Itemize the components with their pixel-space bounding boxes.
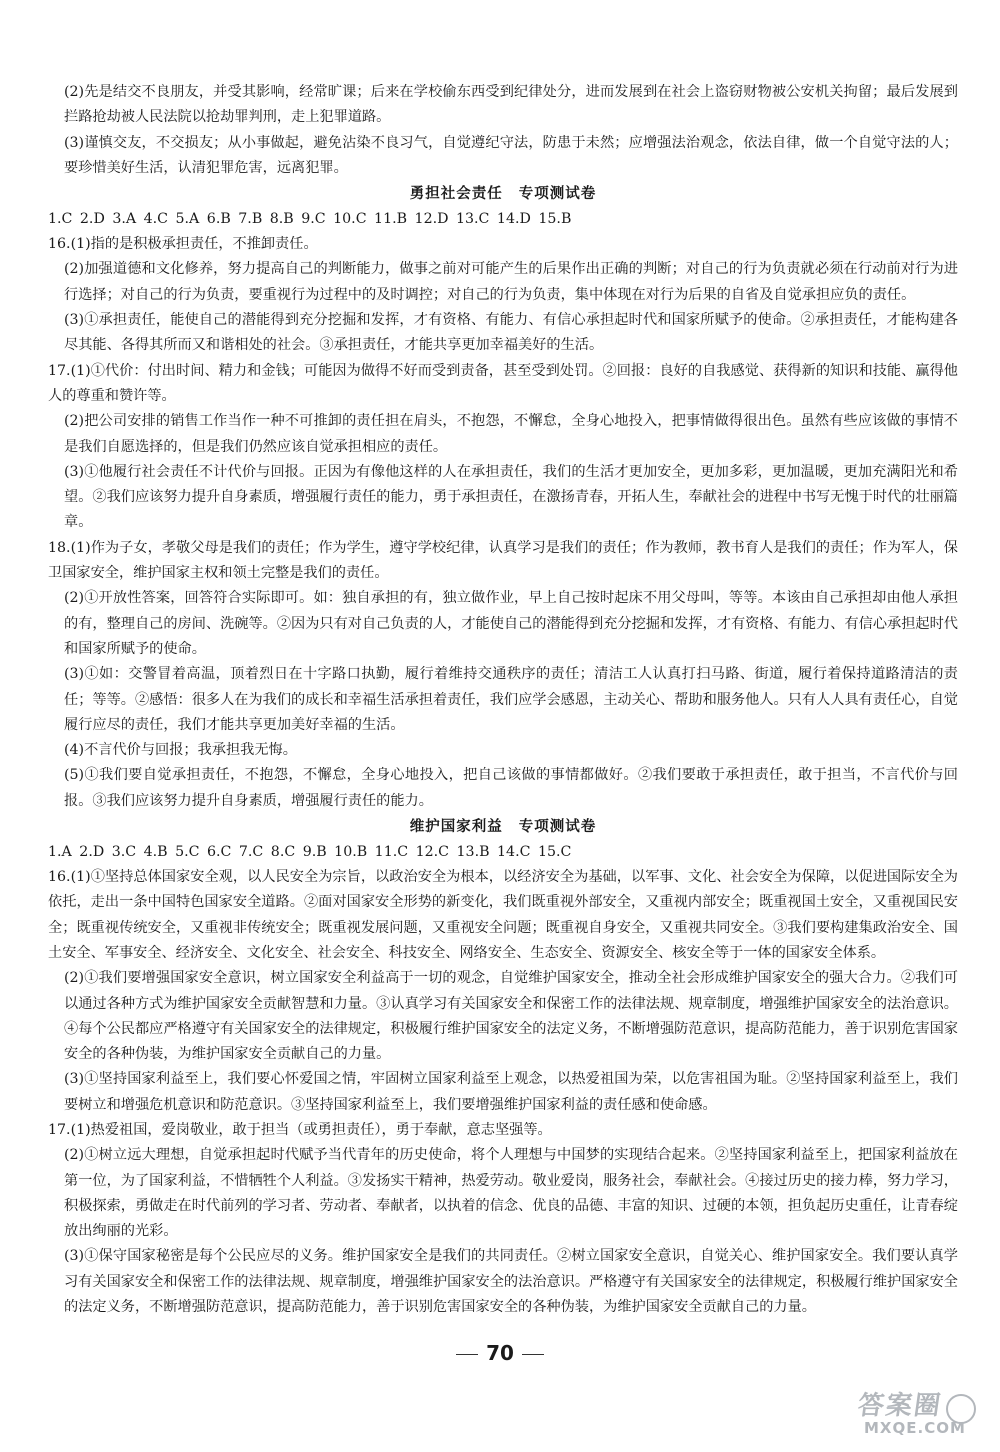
question-16-2: (2)①我们要增强国家安全意识，树立国家安全利益高于一切的观念，自觉维护国家安全，推动全社会形成维护国家安全的强大合力。②我们可以通过各种方式为维护国家安全贡献智慧和力量。③认真学习有关国家安全和保密工作的法律法规、规章制度，增强维护国家安全的法治意识。④每个公民都应严格遵守有关国家安全的法律规定，积极履行维护国家安全的法定义务，不断增强防范意识，提高防范能力，善于识别危害国家安全的各种伪装，为维护国家安全贡献自己的力量。 (64, 970, 958, 1063)
question-18-3: (3)①如：交警冒着高温，顶着烈日在十字路口执勤，履行着维持交通秩序的责任；清洁工人认真打扫马路、街道，履行着保持道路清洁的责任；等等。②感悟：很多人在为我们的成长和幸福生活承担着责任，我们应学会感恩，主动关心、帮助和服务他人。只有人人具有责任心，自觉履行应尽的责任，我们才能共享更加美好幸福的生活。 (64, 666, 958, 733)
answer-page (48, 80, 958, 1320)
question-16-2: (2)加强道德和文化修养，努力提高自己的判断能力，做事之前对可能产生的后果作出正确的判断；对自己的行为负责就必须在行动前对行为进行选择；对自己的行为负责，要重视行为过程中的及时调控；对自己的行为负责，集中体现在对行为后果的自省及自觉承担应负的责任。 (64, 261, 958, 303)
question-17-1: 17.(1)①代价：付出时间、精力和金钱；可能因为做得不好而受到责备，甚至受到处罚。②回报：良好的自我感觉、获得新的知识和技能、赢得他人的尊重和赞许等。 (48, 362, 958, 404)
page-number (0, 1341, 1000, 1365)
watermark-logo (855, 1391, 978, 1440)
section-title-sub: 专项测试卷 (518, 185, 597, 203)
watermark-bottom-text: MXQE.COM (864, 1419, 966, 1437)
question-17-2: (2)把公司安排的销售工作当作一种不可推卸的责任担在肩头，不抱怨，不懈怠，全身心地投入，把事情做得很出色。虽然有些应该做的事情不是我们自愿选择的，但是我们仍然应该自觉承担相应的责任。 (64, 413, 958, 455)
question-17-2: (2)①树立远大理想，自觉承担起时代赋予当代青年的历史使命，将个人理想与中国梦的实现结合起来。②坚持国家利益至上，把国家利益放在第一位，为了国家利益，不惜牺牲个人利益。③发扬实干精神，热爱劳动。敬业爱岗，服务社会，奉献社会。④接过历史的接力棒，努力学习，积极探索，勇做走在时代前列的学习者、劳动者、奉献者，以执着的信念、优良的品德、丰富的知识、过硬的本领，担负起历史重任，让青春绽放出绚丽的光彩。 (64, 1147, 958, 1240)
choice-answers: 1.A 2.D 3.C 4.B 5.C 6.C 7.C 8.C 9.B 10.B 11.C 12.C 13.B 14.C 15.C (48, 844, 572, 861)
page-number-dash-left (456, 1354, 478, 1355)
question-18-4: (4)不言代价与回报；我承担我无悔。 (64, 742, 297, 759)
page-number-dash-right (522, 1354, 544, 1355)
page-number-value: 70 (486, 1341, 514, 1365)
section-title-social-responsibility (48, 181, 958, 207)
section-title-national-interest (48, 814, 958, 840)
watermark-top-text: 答案圈 (855, 1391, 945, 1421)
question-18-5: (5)①我们要自觉承担责任，不抱怨，不懈怠，全身心地投入，把自己该做的事情都做好。②我们要敢于承担责任，敢于担当，不言代价与回报。③我们应该努力提升自身素质，增强履行责任的能力。 (64, 767, 958, 809)
section-title-main: 维护国家利益 (409, 818, 503, 836)
section-a-line-3: (3)谨慎交友，不交损友；从小事做起，避免沾染不良习气，自觉遵纪守法，防患于未然；应增强法治观念，依法自律，做一个自觉守法的人；要珍惜美好生活，认清犯罪危害，远离犯罪。 (64, 134, 958, 176)
choice-answers: 1.C 2.D 3.A 4.C 5.A 6.B 7.B 8.B 9.C 10.C 11.B 12.D 13.C 14.D 15.B (48, 211, 572, 228)
section-title-sub: 专项测试卷 (518, 818, 597, 836)
question-17-3: (3)①保守国家秘密是每个公民应尽的义务。维护国家安全是我们的共同责任。②树立国家安全意识，自觉关心、维护国家安全。我们要认真学习有关国家安全和保密工作的法律法规、规章制度，增强维护国家安全的法治意识。严格遵守有关国家安全的法律规定，积极履行维护国家安全的法定义务，不断增强防范意识，提高防范能力，善于识别危害国家安全的各种伪装，为维护国家安全贡献自己的力量。 (64, 1248, 958, 1316)
question-16-3: (3)①承担责任，能使自己的潜能得到充分挖掘和发挥，才有资格、有能力、有信心承担起时代和国家所赋予的使命。②承担责任，才能构建各尽其能、各得其所而又和谐相处的社会。③承担责任，才能共享更加幸福美好的生活。 (64, 312, 958, 354)
question-17-1: 17.(1)热爱祖国，爱岗敬业，敢于担当（或勇担责任），勇于奉献，意志坚强等。 (48, 1121, 552, 1138)
question-16-3: (3)①坚持国家利益至上，我们要心怀爱国之情，牢固树立国家利益至上观念，以热爱祖国为荣，以危害祖国为耻。②坚持国家利益至上，我们要树立和增强危机意识和防范意识。③坚持国家利益至上，我们要增强维护国家利益的责任感和使命感。 (64, 1071, 958, 1113)
section-title-main: 勇担社会责任 (409, 185, 503, 203)
question-16-1: 16.(1)指的是积极承担责任，不推卸责任。 (48, 236, 318, 253)
question-16-1: 16.(1)①坚持总体国家安全观，以人民安全为宗旨，以政治安全为根本，以经济安全为基础，以军事、文化、社会安全为保障，以促进国际安全为依托，走出一条中国特色国家安全道路。②面对国家安全形势的新变化，我们既重视外部安全，又重视内部安全；既重视国土安全，又重视国民安全；既重视传统安全，又重视非传统安全；既重视发展问题，又重视安全问题；既重视自身安全，又重视共同安全。③我们要构建集政治安全、国土安全、军事安全、经济安全、文化安全、社会安全、科技安全、网络安全、生态安全、资源安全、核安全等于一体的国家安全体系。 (48, 869, 958, 961)
section-a-line-2: (2)先是结交不良朋友，并受其影响，经常旷课；后来在学校偷东西受到纪律处分，进而发展到在社会上盗窃财物被公安机关拘留；最后发展到拦路抢劫被人民法院以抢劫罪判刑，走上犯罪道路。 (64, 84, 958, 126)
question-17-3: (3)①他履行社会责任不计代价与回报。正因为有像他这样的人在承担责任，我们的生活才更加安全，更加多彩，更加温暖，更加充满阳光和希望。②我们应该努力提升自身素质，增强履行责任的能力，勇于承担责任，在激扬青春，开拓人生，奉献社会的进程中书写无愧于时代的壮丽篇章。 (64, 463, 958, 531)
question-18-1: 18.(1)作为子女，孝敬父母是我们的责任；作为学生，遵守学校纪律，认真学习是我们的责任；作为教师，教书育人是我们的责任；作为军人，保卫国家安全，维护国家主权和领土完整是我们的责任。 (48, 539, 958, 582)
question-18-2: (2)①开放性答案，回答符合实际即可。如：独自承担的有，独立做作业，早上自己按时起床不用父母叫，等等。本该由自己承担却由他人承担的有，整理自己的房间、洗碗等。②因为只有对自己负责的人，才能使自己的潜能得到充分挖掘和发挥，才有资格、有能力、有信心承担起时代和国家所赋予的使命。 (64, 590, 958, 657)
